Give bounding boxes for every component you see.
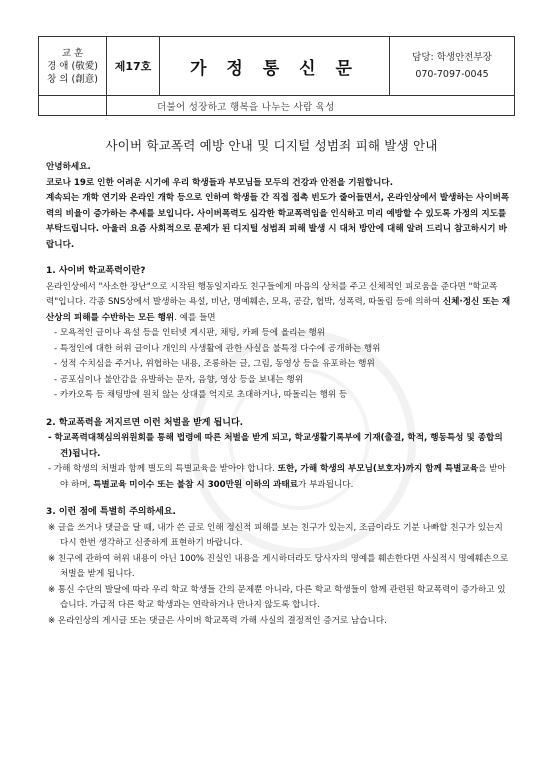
section-1-item: - 모욕적인 글이나 욕설 등을 인터넷 게시판, 채팅, 카페 등에 올리는 행위 [54, 328, 326, 338]
contact-info [390, 37, 514, 95]
section-1-desc-text: 온라인상에서 "사소한 장난"으로 시작된 행동일지라도 친구들에게 마음의 상처를 주고 신체적인 피로움을 준다면 "학교폭력"입니다. 각종 SNS상에서 발생하는 욕설, 비난, 명예훼손, 모욕, 공갈, 협박, 성폭력, 따돌림 등에 의하여 [46, 281, 498, 307]
section-2-item-2-tail: 가 부과됩니다. [298, 479, 354, 490]
section-1-item: - 카카오톡 등 채팅방에 원치 않는 상대를 억지로 초대하거나, 따돌리는 행위 등 [54, 390, 348, 400]
issue-number: 제17호 [107, 37, 160, 95]
contact-phone: 070-7097-0045 [415, 69, 489, 80]
intro-section [46, 160, 511, 253]
newsletter-title: 가 정 통 신 문 [160, 37, 390, 95]
section-3-heading: 3. 이런 점에 특별히 주의하세요. [46, 507, 176, 517]
greeting: 안녕하세요. [46, 162, 91, 172]
section-2 [46, 416, 511, 494]
school-slogan: 더불어 성장하고 행복을 나누는 사람 육성 [157, 101, 335, 113]
section-1 [46, 264, 511, 404]
intro-paragraph-2: 계속되는 개학 연기와 온라인 개학 등으로 인하여 학생들 간 직접 접촉 빈도가 줄어들면서, 온라인상에서 발생하는 사이버폭력의 비율이 증가하는 추세를 보입니다. 사이버폭력도 심각한 학교폭력임을 인식하고 미리 예방할 수 있도록 가정의 지도를 부탁드립니다. 아울러 요즘 사회적으로 문제가 된 디지털 성범죄 피해 발생 시 대처 방안에 대해 알려 드리니 참고하시기 바랍니다. [46, 193, 510, 250]
newsletter-header [38, 36, 515, 116]
section-2-heading: 2. 학교폭력을 저지르면 이런 처벌을 받게 됩니다. [46, 417, 244, 428]
section-3 [46, 505, 511, 629]
section-2-item-2-mid: 을 받아야 하며, [60, 464, 506, 490]
motto-line-2: 창 의 (創意) [47, 73, 98, 85]
contact-person: 담당: 학생안전부장 [412, 52, 492, 63]
document-title: 사이버 학교폭력 예방 안내 및 디지털 성범죄 피해 발생 안내 [105, 138, 438, 153]
section-3-note: ※ 친구에 관하여 허위 내용이 아닌 100% 진실인 내용을 게시하더라도 당사자의 명예를 훼손한다면 사실적시 명예훼손으로 처벌을 받게 됩니다. [48, 553, 509, 579]
section-2-item-2-bold-1: 또한, 가해 학생의 부모님(보호자)까지 함께 특별교육 [277, 464, 479, 474]
section-2-item-2 [46, 462, 511, 493]
section-2-item-2-text: - 가해 학생의 처벌과 함께 별도의 특별교육을 받아야 합니다. [48, 464, 278, 474]
header-blank-cell [39, 96, 107, 115]
motto-label: 교 훈 [61, 47, 84, 59]
section-1-desc-bold: 신체·정신 또는 재산상의 피해를 수반하는 모든 행위 [46, 297, 511, 323]
document-body [46, 160, 511, 629]
section-1-description [46, 280, 511, 327]
school-motto [39, 37, 107, 95]
intro-paragraph-1: 코로나 19로 인한 어려운 시기에 우리 학생들과 부모님들 모두의 건강과 안전을 기원합니다. [46, 177, 393, 188]
section-1-item: - 특정인에 대한 허위 글이나 개인의 사생활에 관한 사실을 불특정 다수에 공개하는 행위 [54, 343, 381, 354]
section-1-item: - 성적 수치심을 주거나, 위협하는 내용, 조롱하는 글, 그림, 동영상 등을 유포하는 행위 [54, 359, 375, 369]
section-1-heading: 1. 사이버 학교폭력이란? [46, 266, 146, 276]
section-2-item-2-bold-2: 특별교육 미이수 또는 불참 시 300만원 이하의 과태료 [93, 479, 299, 490]
section-3-note: ※ 글을 쓰거나 댓글을 달 때, 내가 쓴 글로 인해 정신적 피해를 보는 친구가 있는지, 조금이라도 기분 나빠할 친구가 있는지 다시 한번 생각하고 신중하게 표현하기 바랍니다. [48, 522, 503, 548]
section-1-desc-tail: . 예를 들면 [174, 312, 216, 323]
section-2-item-1: - 학교폭력대책심의위원회를 통해 법령에 따른 처벌을 받게 되고, 학교생활기록부에 기재(출결, 학적, 행동특성 및 종합의견)됩니다. [48, 433, 503, 459]
section-1-item: - 공포심이나 불안감을 유발하는 문자, 음향, 영상 등을 보내는 행위 [54, 374, 303, 385]
section-3-note: ※ 온라인상의 게시글 또는 댓글은 사이버 학교폭력 가해 사실의 결정적인 증거로 남습니다. [48, 615, 387, 626]
section-3-note: ※ 통신 수단의 발달에 따라 우리 학교 학생들 간의 문제뿐 아니라, 다른 학교 학생들이 함께 관련된 학교폭력이 증가하고 있습니다. 가급적 다른 학교 학생과는 연락하거나 만나지 않도록 합니다. [48, 584, 506, 610]
motto-line-1: 경 애 (敬愛) [47, 60, 98, 72]
